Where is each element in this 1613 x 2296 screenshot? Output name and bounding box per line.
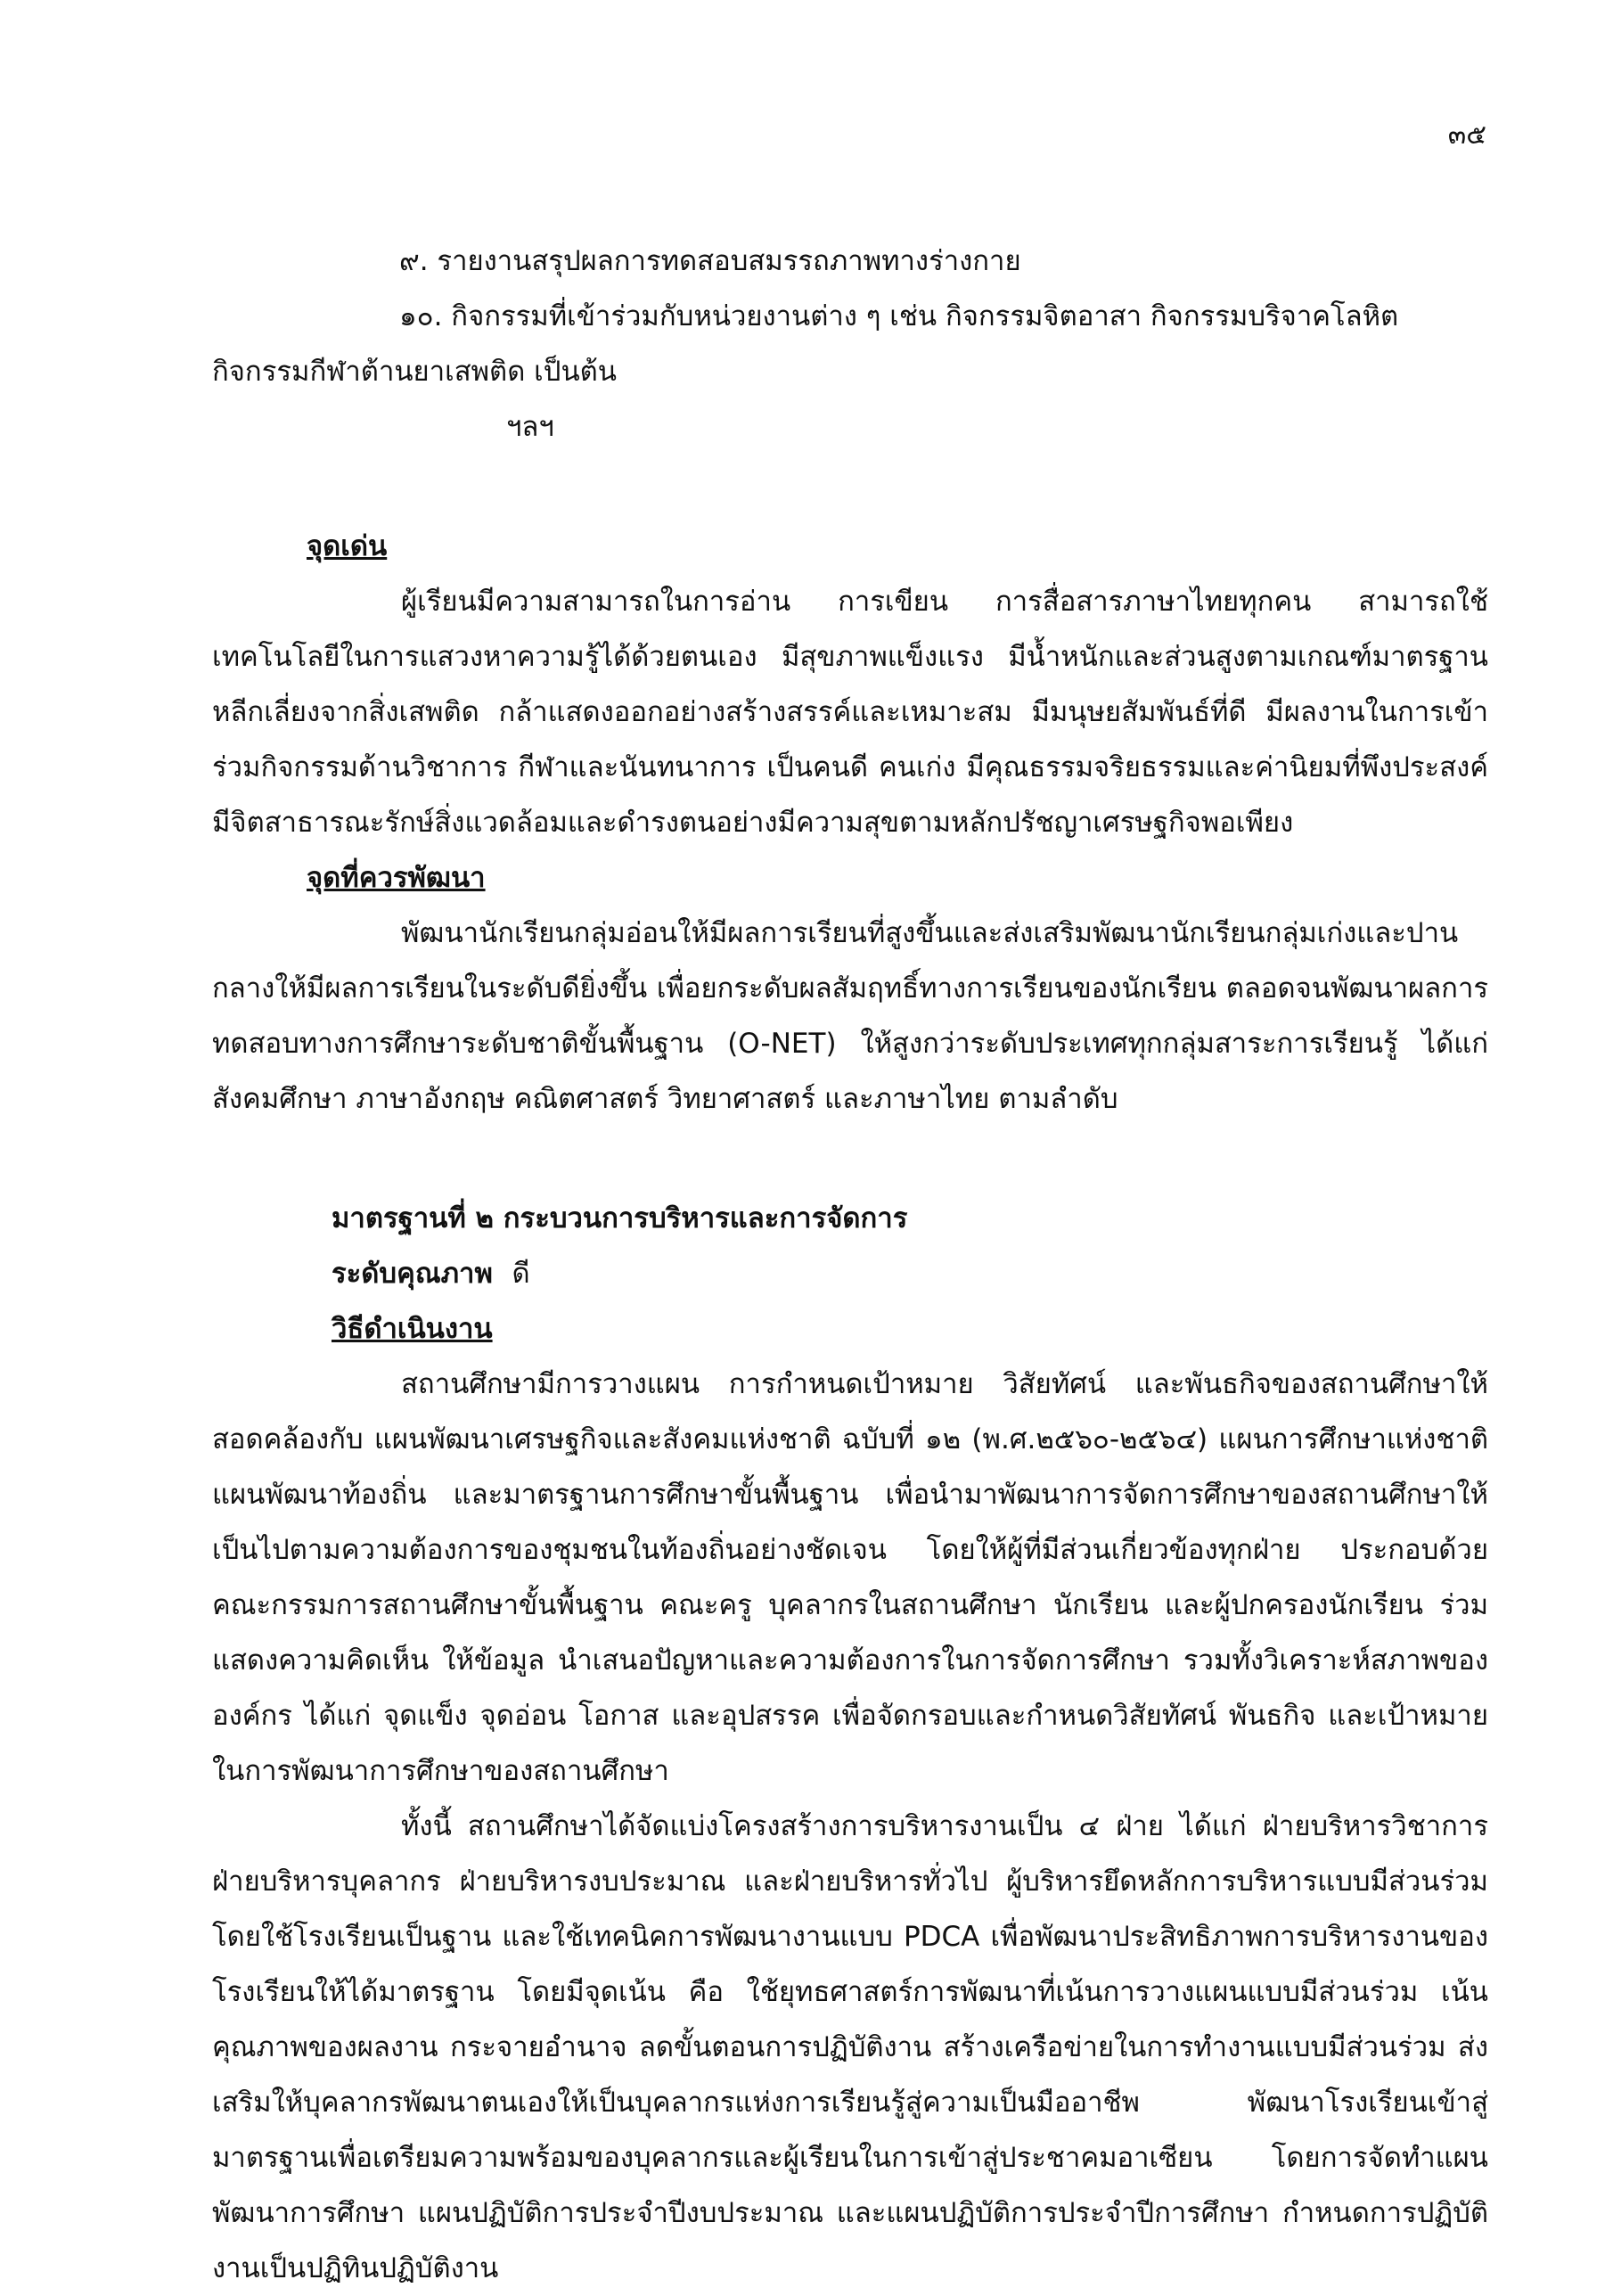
list-item-10-line2: กิจกรรมกีฬาต้านยาเสพติด เป็นต้น [212,356,617,388]
method-paragraph-1: สถานศึกษามีการวางแผน การกำหนดเป้าหมาย วิสัยทัศน์ และพันธกิจของสถานศึกษาให้สอดคล้องกับ แผนพัฒนาเศรษฐกิจและสังคมแห่งชาติ ฉบับที่ ๑๒ (พ.ศ.๒๕๖๐-๒๕๖๔) แผนการศึกษาแห่งชาติ แผนพัฒนาท้องถิ่น และมาตรฐานการศึกษาขั้นพื้นฐาน เพื่อนำมาพัฒนาการจัดการศึกษาของสถานศึกษาให้เป็นไปตามความต้องการของชุมชนในท้องถิ่นอย่างชัดเจน โดยให้ผู้ที่มีส่วนเกี่ยวข้องทุกฝ่าย ประกอบด้วย คณะกรรมการสถานศึกษาขั้นพื้นฐาน คณะครู บุคลากรในสถานศึกษา นักเรียน และผู้ปกครองนักเรียน ร่วมแสดงความคิดเห็น ให้ข้อมูล นำเสนอปัญหาและความต้องการในการจัดการศึกษา รวมทั้งวิเคราะห์สภาพขององค์กร ได้แก่ จุดแข็ง จุดอ่อน โอกาส และอุปสรรค เพื่อจัดกรอบและกำหนดวิสัยทัศน์ พันธกิจ และเป้าหมายในการพัฒนาการศึกษาของสถานศึกษา [212,1368,1488,1787]
list-item-10-line1: ๑๐. กิจกรรมที่เข้าร่วมกับหน่วยงานต่าง ๆ เช่น กิจกรรมจิตอาสา กิจกรรมบริจาคโลหิต [399,300,1399,332]
list-item-9: ๙. รายงานสรุปผลการทดสอบสมรรถภาพทางร่างกาย [399,245,1021,277]
standard2-title: มาตรฐานที่ ๒ กระบวนการบริหารและการจัดการ [332,1202,908,1234]
etc-marker: ฯลฯ [506,411,554,443]
quality-level-line [212,1246,1488,1301]
page-content [212,234,1488,2296]
page-number: ๓๕ [1447,119,1486,151]
strengths-heading: จุดเด่น [307,530,388,562]
strengths-body: ผู้เรียนมีความสามารถในการอ่าน การเขียน การสื่อสารภาษาไทยทุกคน สามารถใช้เทคโนโลยีในการแสวงหาความรู้ได้ด้วยตนเอง มีสุขภาพแข็งแรง มีน้ำหนักและส่วนสูงตามเกณฑ์มาตรฐาน หลีกเลี่ยงจากสิ่งเสพติด กล้าแสดงออกอย่างสร้างสรรค์และเหมาะสม มีมนุษยสัมพันธ์ที่ดี มีผลงานในการเข้าร่วมกิจกรรมด้านวิชาการ กีฬาและนันทนาการ เป็นคนดี คนเก่ง มีคุณธรรมจริยธรรมและค่านิยมที่พึงประสงค์ มีจิตสาธารณะรักษ์สิ่งแวดล้อมและดำรงตนอย่างมีความสุขตามหลักปรัชญาเศรษฐกิจพอเพียง [212,586,1488,839]
quality-level-label: ระดับคุณภาพ [332,1258,493,1290]
method-paragraph-2: ทั้งนี้ สถานศึกษาได้จัดแบ่งโครงสร้างการบริหารงานเป็น ๔ ฝ่าย ได้แก่ ฝ่ายบริหารวิชาการ ฝ่ายบริหารบุคลากร ฝ่ายบริหารงบประมาณ และฝ่ายบริหารทั่วไป ผู้บริหารยึดหลักการบริหารแบบมีส่วนร่วมโดยใช้โรงเรียนเป็นฐาน และใช้เทคนิคการพัฒนางานแบบ PDCA เพื่อพัฒนาประสิทธิภาพการบริหารงานของโรงเรียนให้ได้มาตรฐาน โดยมีจุดเน้น คือ ใช้ยุทธศาสตร์การพัฒนาที่เน้นการวางแผนแบบมีส่วนร่วม เน้นคุณภาพของผลงาน กระจายอำนาจ ลดขั้นตอนการปฏิบัติงาน สร้างเครือข่ายในการทำงานแบบมีส่วนร่วม ส่งเสริมให้บุคลากรพัฒนาตนเองให้เป็นบุคลากรแห่งการเรียนรู้สู่ความเป็นมืออาชีพ พัฒนาโรงเรียนเข้าสู่มาตรฐานเพื่อเตรียมความพร้อมของบุคลากรและผู้เรียนในการเข้าสู่ประชาคมอาเซียน โดยการจัดทำแผนพัฒนาการศึกษา แผนปฏิบัติการประจำปีงบประมาณ และแผนปฏิบัติการประจำปีการศึกษา กำหนดการปฏิบัติงานเป็นปฏิทินปฏิบัติงาน [212,1810,1488,2284]
quality-level-value: ดี [512,1258,530,1290]
improvements-body: พัฒนานักเรียนกลุ่มอ่อนให้มีผลการเรียนที่สูงขึ้นและส่งเสริมพัฒนานักเรียนกลุ่มเก่งและปานกลางให้มีผลการเรียนในระดับดียิ่งขึ้น เพื่อยกระดับผลสัมฤทธิ์ทางการเรียนของนักเรียน ตลอดจนพัฒนาผลการทดสอบทางการศึกษาระดับชาติขั้นพื้นฐาน (O-NET) ให้สูงกว่าระดับประเทศทุกกลุ่มสาระการเรียนรู้ ได้แก่ สังคมศึกษา ภาษาอังกฤษ คณิตศาสตร์ วิทยาศาสตร์ และภาษาไทย ตามลำดับ [212,917,1488,1115]
spacer [212,1127,1488,1191]
spacer [212,455,1488,519]
method-heading: วิธีดำเนินงาน [332,1313,493,1345]
improvements-heading: จุดที่ควรพัฒนา [307,862,486,894]
